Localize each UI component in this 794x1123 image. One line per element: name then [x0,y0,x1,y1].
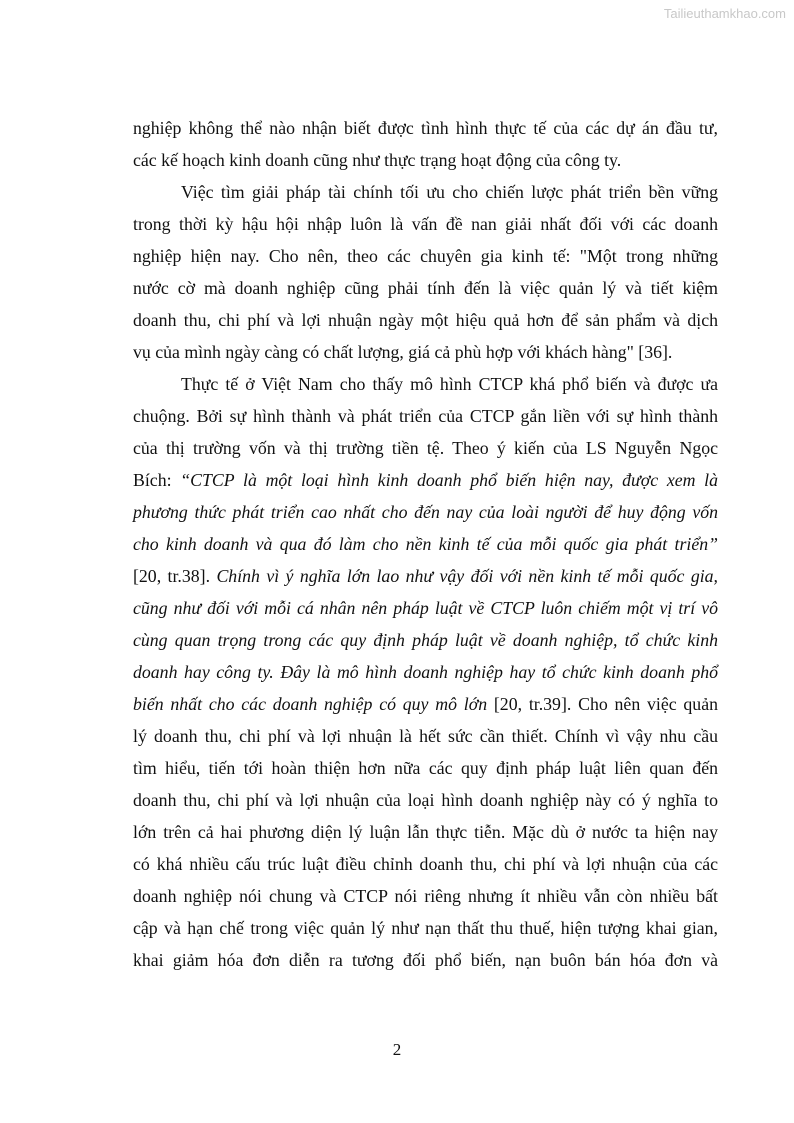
text-line: khai giảm hóa đơn diễn ra tương đối phổ biến, nạn buôn bán hóa đơn và [133,950,718,970]
text-line: [20, tr.38]. Chính vì ý nghĩa lớn lao như vậy đối với nền kinh tế mỗi quốc gia, [133,566,718,586]
quote-text: doanh hay công ty. Đây là mô hình doanh nghiệp hay tổ chức kinh doanh phổ [133,662,718,682]
text-line: doanh thu, chi phí và lợi nhuận của loại hình doanh nghiệp này có ý nghĩa to [133,790,718,810]
text-line: các kế hoạch kinh doanh cũng như thực trạng hoạt động của công ty. [133,150,622,170]
text-line: cập và hạn chế trong việc quản lý như nạn thất thu thuế, hiện tượng khai gian, [133,918,718,938]
text-line [133,597,718,619]
text-line: doanh nghiệp nói chung và CTCP nói riêng nhưng ít nhiều vẫn còn nhiều bất [133,886,718,906]
text-line: tìm hiểu, tiến tới hoàn thiện hơn nữa các quy định pháp luật liên quan đến [133,758,718,778]
text-line: trong thời kỳ hậu hội nhập luôn là vấn đề nan giải nhất đối với các doanh [133,214,718,234]
text-line: có khá nhiều cấu trúc luật điều chỉnh doanh thu, chi phí và lợi nhuận của các [133,854,718,874]
text-line [133,629,718,651]
quote-text: cho kinh doanh và qua đó làm cho nền kinh tế của mỗi quốc gia phát triển” [133,534,718,554]
quote-text: Chính vì ý nghĩa lớn lao như vậy đối với nền kinh tế mỗi quốc gia, [216,566,718,586]
text-line: Bích: “CTCP là một loại hình kinh doanh phổ biến hiện nay, được xem là [133,470,718,490]
page-number: 2 [392,1040,402,1059]
quote-text: cũng như đối với mỗi cá nhân nên pháp luật về CTCP luôn chiếm một vị trí vô [133,598,718,618]
text-line: lý doanh thu, chi phí và lợi nhuận là hết sức cần thiết. Chính vì vậy nhu cầu [133,726,718,746]
watermark: Tailieuthamkhao.com [663,6,786,21]
text-line: chuộng. Bởi sự hình thành và phát triển của CTCP gắn liền với sự hình thành [133,406,718,426]
quote-text: cùng quan trọng trong các quy định pháp luật về doanh nghiệp, tổ chức kinh [133,630,718,650]
text-line: của thị trường vốn và thị trường tiền tệ. Theo ý kiến của LS Nguyễn Ngọc [133,438,718,458]
text-line [133,501,718,523]
quote-text: “CTCP là một loại hình kinh doanh phổ biến hiện nay, được xem là [180,470,718,490]
text-line: vụ của mình ngày càng có chất lượng, giá cả phù hợp với khách hàng" [36]. [133,342,673,362]
text-line: Việc tìm giải pháp tài chính tối ưu cho chiến lược phát triển bền vững [181,182,718,202]
text-line: nước cờ mà doanh nghiệp cũng phải tính đến là việc quản lý và tiết kiệm [133,278,718,298]
text-line: Thực tế ở Việt Nam cho thấy mô hình CTCP khá phổ biến và được ưa [181,374,718,394]
text-line: nghiệp hiện nay. Cho nên, theo các chuyên gia kinh tế: "Một trong những [133,246,718,266]
quote-text: biến nhất cho các doanh nghiệp có quy mô lớn [133,694,488,714]
text-line: nghiệp không thể nào nhận biết được tình hình thực tế của các dự án đầu tư, [133,118,718,138]
text-line: biến nhất cho các doanh nghiệp có quy mô lớn [20, tr.39]. Cho nên việc quản [133,694,718,714]
text-line [133,533,718,555]
text-line [133,661,718,683]
text-line: doanh thu, chi phí và lợi nhuận ngày một hiệu quả hơn để sản phẩm và dịch [133,310,718,330]
quote-text: phương thức phát triển cao nhất cho đến nay của loài người để huy động vốn [133,502,718,522]
text-line: lớn trên cả hai phương diện lý luận lẫn thực tiễn. Mặc dù ở nước ta hiện nay [133,822,718,842]
